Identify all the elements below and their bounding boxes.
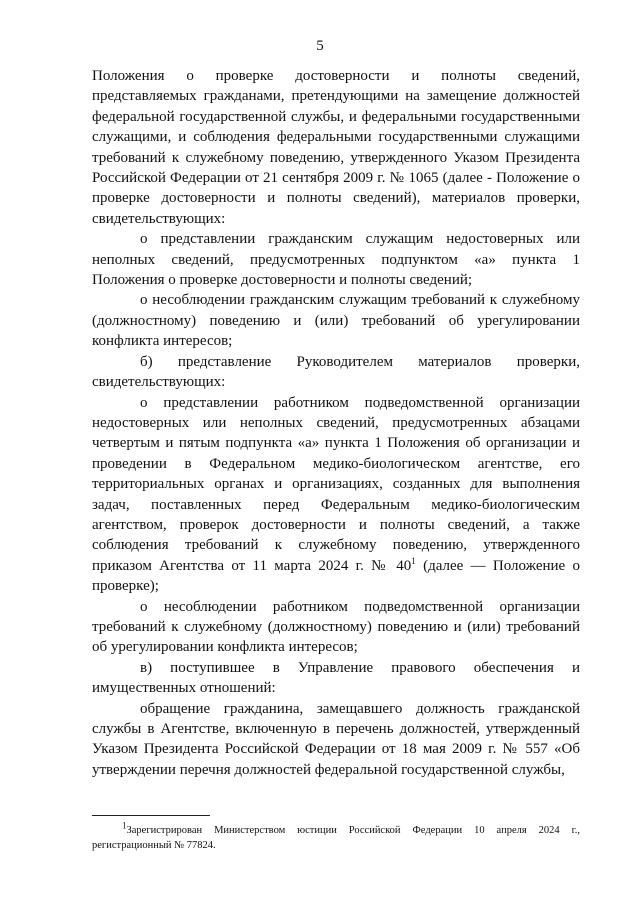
paragraph-5-tail: (далее — Положение о проверке); bbox=[92, 557, 580, 595]
footnote bbox=[92, 820, 580, 853]
page-number: 5 bbox=[316, 38, 324, 54]
footnote-reference: 1 bbox=[411, 555, 416, 566]
paragraph-5-text: о представлении работником подведомственной организации недостоверных или неполных сведений, предусмотренных абзацами четвертым и пятым подпункта «а» пункта 1 Положения об организации и проведении в Федеральном медико-биологическом агентстве, его территориальных органах и организациях, созданных для выполнения задач, поставленных перед Федеральным медико-биологическим агентством, проверок достоверности и полноты сведений, а также соблюдения требований к служебному поведению, утвержденного приказом Агентства от 11 марта 2024 г. № 40 bbox=[92, 394, 580, 574]
paragraph-5 bbox=[92, 393, 580, 597]
paragraph-3: о несоблюдении гражданским служащим требований к служебному (должностному) поведению и (или) требований об урегулировании конфликта интересов; bbox=[92, 292, 580, 350]
paragraph-1: Положения о проверке достоверности и полноты сведений, представляемых гражданами, претендующими на замещение должностей федеральной государственной службы, и федеральными государственными служащими, и соблюдения федеральными государственными служащими требований к служебному поведению, утвержденного Указом Президента Российской Федерации от 21 сентября 2009 г. № 1065 (далее - Положение о проверке достоверности и полноты сведений), материалов проверки, свидетельствующих: bbox=[92, 68, 580, 227]
paragraph-6: о несоблюдении работником подведомственной организации требований к служебному (должностному) поведению и (или) требований об урегулировании конфликта интересов; bbox=[92, 598, 580, 656]
footnote-marker: 1 bbox=[122, 820, 127, 831]
paragraph-2: о представлении гражданским служащим недостоверных или неполных сведений, предусмотренных подпунктом «а» пункта 1 Положения о проверке достоверности и полноты сведений; bbox=[92, 231, 580, 289]
paragraph-7: в) поступившее в Управление правового обеспечения и имущественных отношений: bbox=[92, 659, 580, 697]
footnote-text: Зарегистрирован Министерством юстиции Российской Федерации 10 апреля 2024 г., регистрационный № 77824. bbox=[92, 825, 580, 851]
body-text bbox=[92, 66, 580, 780]
paragraph-8: обращение гражданина, замещавшего должность гражданской службы в Агентстве, включенную в перечень должностей, утвержденный Указом Президента Российской Федерации от 18 мая 2009 г. № 557 «Об утверждении перечня должностей федеральной государственной службы, bbox=[92, 700, 580, 778]
footnote-separator bbox=[92, 815, 210, 816]
paragraph-4: б) представление Руководителем материалов проверки, свидетельствующих: bbox=[92, 353, 580, 391]
